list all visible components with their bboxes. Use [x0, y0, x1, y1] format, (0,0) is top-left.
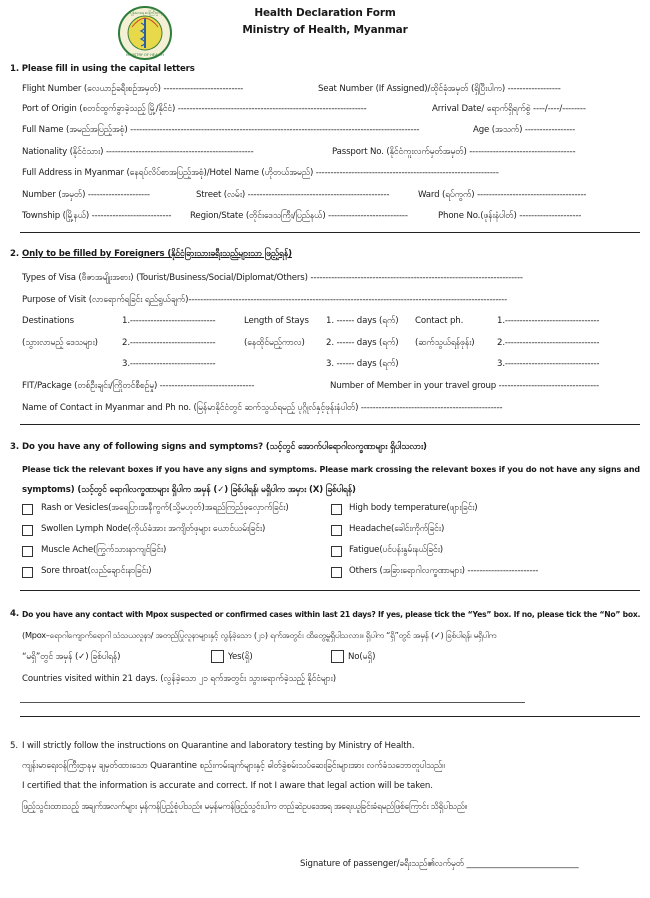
nationality-field[interactable]: Nationality (နိုင်ငံသား) -------------------------------------------------- [22, 147, 254, 157]
swollen-lymph-node-checkbox[interactable] [22, 525, 33, 536]
section3-number: 3. [10, 442, 19, 452]
street-field[interactable]: Street (လမ်း) ------------------------------------------------ [196, 190, 390, 200]
headache-checkbox[interactable] [331, 525, 342, 536]
mpox-no-checkbox[interactable] [331, 650, 344, 663]
fatigue-checkbox[interactable] [331, 546, 342, 557]
visa-type-field[interactable]: Types of Visa (ဗီဇာအမျိုးအစား) (Tourist/Business/Social/Diplomat/Others) ------------------------------------------------------------------------ [22, 273, 523, 283]
flight-number-field[interactable]: Flight Number (လေယာဉ်ခရီးစဉ်အမှတ်) --------------------------- [22, 84, 244, 94]
section4-mm-line-2: “မရှိ”တွင် အမှန် (✓) ခြစ်ပါရန်) [22, 652, 121, 662]
section3-heading: Do you have any of following signs and symptoms? (သင့်တွင် အောက်ပါရောဂါလက္ခဏာများ ရှိပါသလား) [22, 442, 427, 452]
swollen-lymph-node-label: Swollen Lymph Node(ကိုယ်ခံအား အကျိတ်ဖုများ ယောင်ယမ်းခြင်း) [41, 524, 266, 534]
section3-instruction-2: symptoms) (သင့်တွင် ရောဂါလက္ခဏာများ ရှိပါက အမှန် (✓) ခြစ်ပါရန်၊ မရှိပါက အမှား (X) ခြစ်ပါရန်) [22, 485, 356, 495]
sore-throat-checkbox[interactable] [22, 567, 33, 578]
muscle-ache-checkbox[interactable] [22, 546, 33, 557]
headache-label: Headache(ခေါင်းကိုက်ခြင်း) [349, 524, 445, 534]
destination-2-field[interactable]: 2.----------------------------- [122, 338, 216, 348]
countries-visited-label: Countries visited within 21 days. (လွန်ခဲ့သော ၂၁ ရက်အတွင်း သွားရောက်ခဲ့သည့် နိုင်ငံများ) [22, 674, 336, 684]
form-subtitle: Ministry of Health, Myanmar [242, 24, 408, 36]
phone-number-field[interactable]: Phone No.(ဖုန်းနံပါတ်) --------------------- [438, 211, 582, 221]
section2-number: 2. [10, 249, 19, 259]
declaration-line-3: I certified that the information is accurate and correct. If not I aware that legal action will be taken. [22, 781, 433, 791]
passport-number-field[interactable]: Passport No. (နိုင်ငံကူးလက်မှတ်အမှတ်) ------------------------------------ [332, 147, 576, 157]
section5-number: 5. [10, 741, 18, 751]
days-3-field[interactable]: 3. ------ days (ရက်) [326, 359, 399, 369]
others-checkbox[interactable] [331, 567, 342, 578]
destinations-label: Destinations [22, 316, 74, 326]
logo-text-top: ကျန်းမာရေးဝန်ကြီးဌာန [127, 10, 163, 15]
contact-3-field[interactable]: 3.-------------------------------- [497, 359, 600, 369]
section-divider [20, 716, 640, 717]
high-temperature-label: High body temperature(ဖျားခြင်း) [349, 503, 478, 513]
countries-visited-line[interactable] [20, 702, 525, 703]
logo-text-bottom: MINISTRY OF HEALTH [126, 53, 164, 57]
destination-3-field[interactable]: 3.----------------------------- [122, 359, 216, 369]
muscle-ache-label: Muscle Ache(ကြွက်သားနာကျင်ခြင်း) [41, 545, 167, 555]
form-title: Health Declaration Form [254, 7, 396, 19]
section-divider [20, 232, 640, 233]
section1-heading: 1. Please fill in using the capital letters [10, 64, 195, 74]
sore-throat-label: Sore throat(လည်ချောင်းနာခြင်း) [41, 566, 152, 576]
destination-1-field[interactable]: 1.----------------------------- [122, 316, 216, 326]
days-2-field[interactable]: 2. ------ days (ရက်) [326, 338, 399, 348]
age-field[interactable]: Age (အသက်) ----------------- [473, 125, 576, 135]
purpose-of-visit-field[interactable]: Purpose of Visit (လာရောက်ရခြင်း ရည်ရွယ်ချက်)------------------------------------------------------------------------------------------------------------ [22, 295, 508, 305]
contact-mm-label: (ဆက်သွယ်ရန်ဖုန်း) [415, 338, 475, 348]
length-of-stays-label: Length of Stays [244, 316, 309, 326]
high-temperature-checkbox[interactable] [331, 504, 342, 515]
ministry-of-health-logo [114, 5, 176, 61]
township-field[interactable]: Township (မြို့နယ်) --------------------------- [22, 211, 172, 221]
mpox-yes-checkbox[interactable] [211, 650, 224, 663]
mpox-no-label: No(မရှိ) [348, 652, 376, 662]
address-number-field[interactable]: Number (အမှတ်) --------------------- [22, 190, 150, 200]
full-address-field[interactable]: Full Address in Myanmar (နေရပ်လိပ်စာအပြည့်အစုံ)/Hotel Name (ဟိုတယ်အမည်) -------------------------------------------------------------- [22, 168, 499, 178]
destinations-mm-label: (သွားလာမည့် ဒေသများ) [22, 338, 98, 348]
fit-package-field[interactable]: FIT/Package (တစ်ဦးချင်း/ကြိုတင်စီစဉ်မှု) -------------------------------- [22, 381, 255, 391]
rash-checkbox[interactable] [22, 504, 33, 515]
fatigue-label: Fatigue(ပင်ပန်းနွမ်းနယ်ခြင်း) [349, 545, 443, 555]
contact-phone-label: Contact ph. [415, 316, 464, 326]
declaration-line-2: ကျန်းမာရေးဝန်ကြီးဌာနမှ ချမှတ်ထားသော Quarantine စည်းကမ်းချက်များနှင့် ဓါတ်ခွဲစမ်းသပ်ဆေးခြင်းများအား လက်ခံသဘောတူပါသည်။ [22, 761, 445, 771]
section4-mm-line-1: (Mpox–ရောဂါကျောက်ရောဂါ သံသယလူနာ/ အတည်ပြုလူနာများနှင့် လွန်ခဲ့သော (၂၁) ရက်အတွင်း ထိတွေ့မှုရှိပါသလား။ ရှိပါက “ရှိ”တွင် အမှန် (✓) ခြစ်ပါရန်၊ မရှိပါက [22, 630, 497, 640]
seat-number-field[interactable]: Seat Number (If Assigned)/ထိုင်ခုံအမှတ် (ရှိပြီးပါက) ------------------ [318, 84, 561, 94]
section2-heading: Only to be filled by Foreigners (နိုင်ငံခြားသားခရီးသည်များသာ ဖြည့်ရန်) [22, 249, 292, 259]
section4-heading: Do you have any contact with Mpox suspected or confirmed cases within last 21 days? If yes, please tick the “Yes” box. If no, please tick the “No” box. [22, 610, 641, 619]
length-mm-label: (နေထိုင်မည့်ကာလ) [244, 338, 305, 348]
contact-1-field[interactable]: 1.-------------------------------- [497, 316, 600, 326]
section4-number: 4. [10, 609, 19, 619]
declaration-line-4: ဖြည့်သွင်းထားသည့် အချက်အလက်များ မှန်ကန်ပြည့်စုံပါသည်။ မမှန်မကန်ဖြည့်သွင်းပါက တည်ဆဲဥပဒေအရ အရေးယူခြင်းခံရမည်ဖြစ်ကြောင်း သိရှိပါသည်။ [22, 801, 468, 811]
myanmar-contact-field[interactable]: Name of Contact in Myanmar and Ph no. (မြန်မာနိုင်ငံတွင် ဆက်သွယ်ရမည့် ပုဂ္ဂိုလ်နှင့်ဖုန်းနံပါတ်) ------------------------------------------------ [22, 403, 503, 413]
arrival-date-field[interactable]: Arrival Date/ ရောက်ရှိရက်စွဲ ----/----/-------- [432, 104, 586, 114]
declaration-line-1: I will strictly follow the instructions on Quarantine and laboratory testing by Ministry of Health. [22, 741, 415, 751]
rash-label: Rash or Vesicles(အရေပြားအနီကွက်(သို့မဟုတ်)အရည်ကြည်ဖုလှောက်ခြင်း) [41, 503, 289, 513]
region-state-field[interactable]: Region/State (တိုင်းဒေသကြီး/ပြည်နယ်) --------------------------- [190, 211, 408, 221]
section-divider [20, 590, 640, 591]
full-name-field[interactable]: Full Name (အမည်အပြည့်အစုံ) -------------------------------------------------------------------------------------------------- [22, 125, 420, 135]
others-label[interactable]: Others (အခြားရောဂါလက္ခဏာများ) ------------------------ [349, 566, 539, 576]
passenger-signature-field[interactable]: Signature of passenger/ခရီးသည်၏လက်မှတ် ___________________________ [300, 859, 579, 869]
group-member-count-field[interactable]: Number of Member in your travel group ---------------------------------- [330, 381, 599, 391]
mpox-yes-label: Yes(ရှိ) [228, 652, 253, 662]
section-divider [20, 424, 640, 425]
ward-field[interactable]: Ward (ရပ်ကွက်) ------------------------------------- [418, 190, 587, 200]
port-of-origin-field[interactable]: Port of Origin (စတင်ထွက်ခွာခဲ့သည့် မြို့/နိုင်ငံ) ---------------------------------------------------------------- [22, 104, 367, 114]
contact-2-field[interactable]: 2.-------------------------------- [497, 338, 600, 348]
days-1-field[interactable]: 1. ------ days (ရက်) [326, 316, 399, 326]
section3-instruction-1: Please tick the relevant boxes if you have any signs and symptoms. Please mark crossing the relevant boxes if you do not have any signs and [22, 464, 640, 474]
